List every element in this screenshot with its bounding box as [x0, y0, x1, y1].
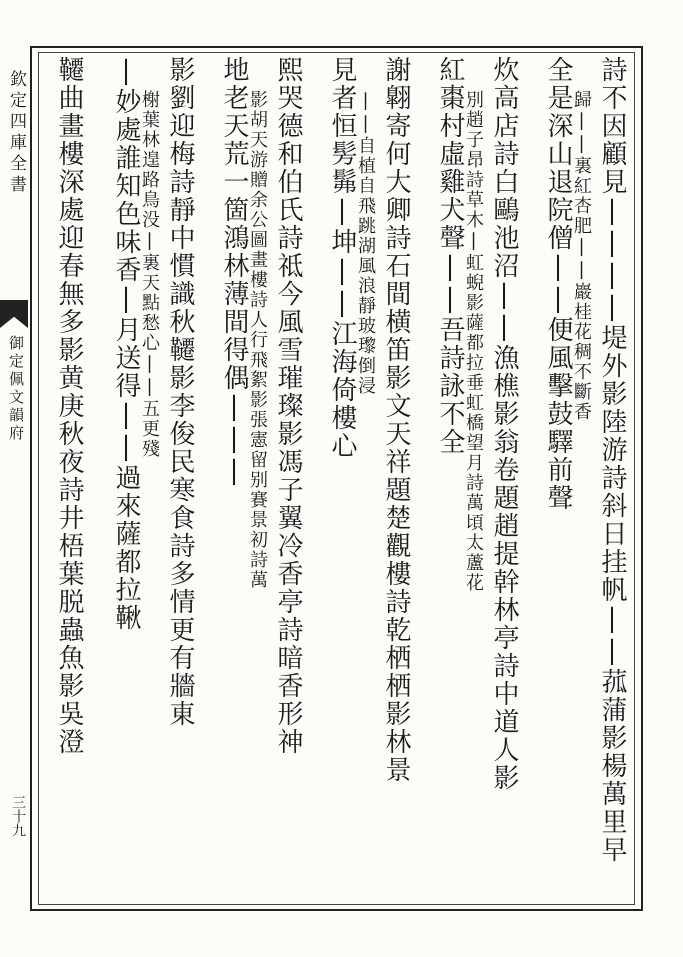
column-line: 影胡天游贈余公圖畫樓詩人行飛絮影張憲留别賽景初詩萬: [247, 90, 268, 590]
column-line: 榭葉林遑路鳥没|裏天點愁心||五更殘: [139, 90, 160, 459]
text-column-11: [46, 56, 92, 902]
column-line: 紅棗村虛雞犬聲||吾詩詠不全: [435, 56, 465, 456]
text-column-16: [138, 90, 160, 936]
column-line: 影劉迎梅詩靜中慣識秋韆影李俊民寒食詩多情更有牆東: [165, 56, 195, 728]
fishtail-mark-icon: [0, 300, 28, 328]
text-column-13: [462, 90, 484, 936]
folio-number: 三十九: [10, 795, 26, 837]
text-column-7: [265, 56, 311, 902]
column-line: 韆曲畫樓深處迎春無多影黄庚秋夜詩井梧葉脱蟲魚影吳澄: [54, 56, 84, 756]
column-line: 全是深山退院僧||便風擊鼓驛前聲: [543, 56, 573, 512]
column-line: 別趙子昂詩草木|虹蜺影薩都拉垂虹橋望月詩萬頃太蘆花: [463, 90, 484, 593]
column-line: 謝翺寄何大卿詩石間横笛影文天祥題楚觀樓詩乾栖栖影林景: [381, 56, 411, 784]
column-line: |妙處誰知色味香|月送得||過來薩都拉鞦: [111, 56, 141, 632]
column-line: ||自植自飛跳湖風浪靜玻瓈倒浸: [355, 90, 376, 396]
margin-header: 欽定四庫全書: [6, 70, 26, 196]
column-line: 熙哭德和伯氏詩祗今風雪璀璨影馮子翼冷香亭詩暗香形神: [273, 56, 303, 756]
text-column-3: [481, 56, 527, 902]
text-column-12: [570, 90, 592, 936]
column-line: 歸||裏紅杏肥||巖桂花稠不斷香: [571, 90, 592, 422]
text-column-1: [589, 56, 635, 902]
center-margin: [0, 0, 30, 957]
column-line: 詩不因顧見||||堤外影陸游詩斜日挂帆||菰蒲影楊萬里早: [597, 56, 627, 864]
column-line: 炊高店詩白鷗池沼||漁樵影翁卷題趙提幹林亭詩中道人影: [489, 56, 519, 792]
text-column-5: [373, 56, 419, 902]
column-line: 見者恒髣髴|坤||江海倚樓心: [327, 56, 357, 460]
text-column-14: [354, 90, 376, 936]
text-column-15: [246, 90, 268, 936]
column-line: 地老天荒一箇鴻林薄間得偶|||: [219, 56, 249, 488]
text-column-9: [157, 56, 203, 902]
book-title: 御定佩文韻府: [7, 335, 25, 443]
